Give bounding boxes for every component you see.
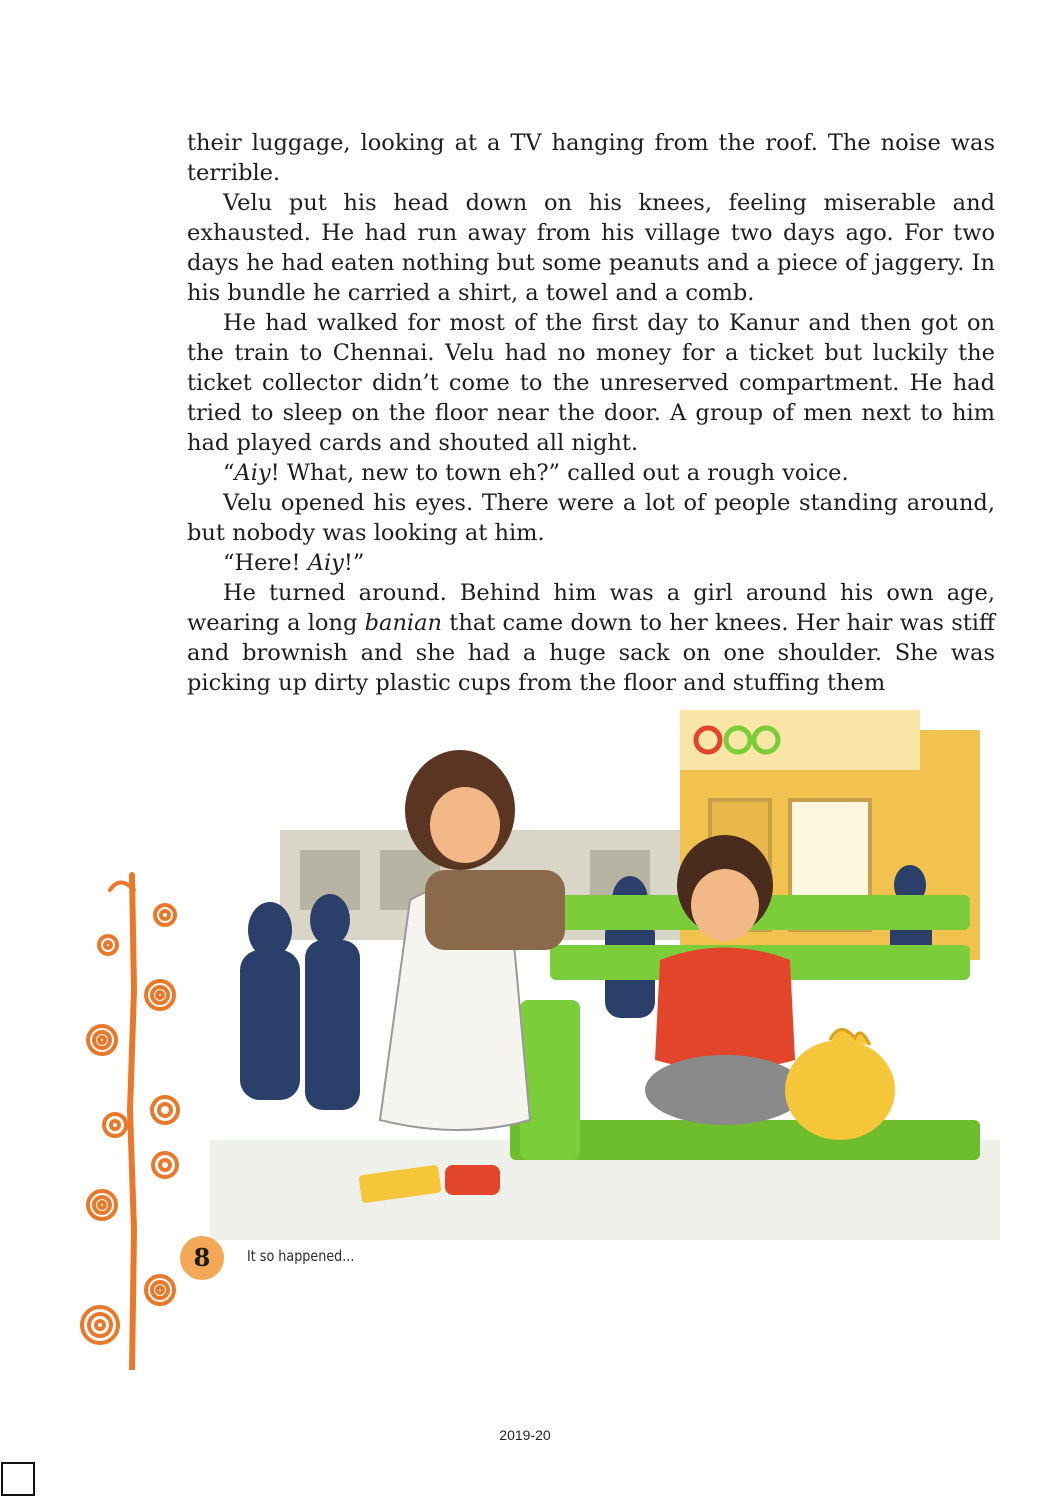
text-run: He had walked for most of the first day to Kanur and then got on the train to Chennai. Velu had no money for a ticket but luckily the ticket collector didn’t come to the unreserved compartment. He had tried to sleep on the floor near the door. A group of men next to him had played cards and shouted all night.	[187, 310, 995, 456]
running-title: It so happened...	[247, 1247, 355, 1265]
story-paragraph	[187, 548, 995, 578]
story-paragraph	[187, 308, 995, 458]
story-paragraph	[187, 188, 995, 308]
footer-year: 2019-20	[499, 1427, 551, 1443]
text-run: !”	[343, 550, 365, 576]
station-platform-illustration	[210, 700, 1000, 1240]
text-run: “	[223, 460, 235, 486]
text-run: He turned around. Behind him was a girl around his own age, wearing a long	[187, 580, 995, 636]
spiral-vine-decoration	[70, 870, 200, 1370]
text-run: Velu put his head down on his knees, feeling miserable and exhausted. He had run away from his village two days ago. For two days he had eaten nothing but some peanuts and a piece of jaggery. In his bundle he carried a shirt, a towel and a comb.	[187, 190, 995, 306]
text-run: Velu opened his eyes. There were a lot of people standing around, but nobody was looking at him.	[187, 490, 995, 546]
italic-term: Aiy	[234, 460, 271, 486]
italic-term: banian	[364, 610, 443, 636]
text-run: that came down to her knees. Her hair was stiff and brownish and she had a huge sack on one shoulder. She was picking up dirty plastic cups from the floor and stuffing them	[187, 610, 995, 696]
corner-crop-mark	[1, 1462, 35, 1496]
story-text	[187, 128, 995, 698]
text-run: “Here!	[223, 550, 308, 576]
story-paragraph	[187, 578, 995, 698]
text-run: ! What, new to town eh?” called out a rough voice.	[270, 460, 849, 486]
text-run: their luggage, looking at a TV hanging from the roof. The noise was terrible.	[187, 130, 995, 186]
story-paragraph	[187, 458, 995, 488]
story-paragraph	[187, 488, 995, 548]
italic-term: Aiy	[307, 550, 344, 576]
page-number: 8	[180, 1236, 224, 1280]
story-paragraph	[187, 128, 995, 188]
